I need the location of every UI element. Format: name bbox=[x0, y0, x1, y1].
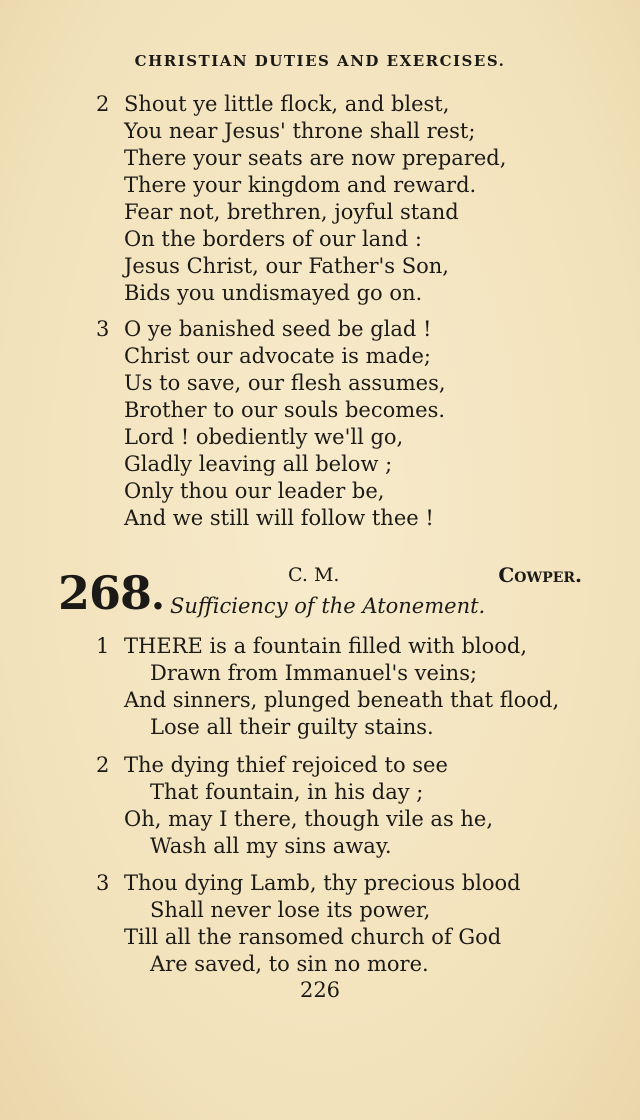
verse-line: Jesus Christ, our Father's Son, bbox=[124, 254, 449, 278]
hymn-meter: C. M. bbox=[288, 564, 340, 586]
stanza-number: 1 bbox=[96, 634, 110, 658]
verse-line: Drawn from Immanuel's veins; bbox=[150, 661, 478, 685]
verse-line: You near Jesus' throne shall rest; bbox=[124, 119, 476, 143]
verse-line: There your seats are now prepared, bbox=[124, 146, 507, 170]
verse-line: Wash all my sins away. bbox=[150, 834, 392, 858]
running-head: CHRISTIAN DUTIES AND EXERCISES. bbox=[134, 52, 506, 70]
hymn-number-value: 268 bbox=[58, 566, 152, 620]
verse-line: Christ our advocate is made; bbox=[124, 344, 431, 368]
verse-line: O ye banished seed be glad ! bbox=[124, 317, 432, 341]
hymn-number: 268. bbox=[58, 566, 164, 620]
verse-line: Brother to our souls becomes. bbox=[124, 398, 446, 422]
verse-line: And sinners, plunged beneath that flood, bbox=[124, 688, 560, 712]
verse-line: Lose all their guilty stains. bbox=[150, 715, 434, 739]
verse-line: There your kingdom and reward. bbox=[124, 173, 477, 197]
page-number: 226 bbox=[299, 978, 341, 1002]
hymn-title: Sufficiency of the Atonement. bbox=[170, 594, 486, 618]
verse-line: Gladly leaving all below ; bbox=[124, 452, 393, 476]
verse-line: THERE is a fountain filled with blood, bbox=[124, 634, 528, 658]
verse-line: Shall never lose its power, bbox=[150, 898, 431, 922]
verse-line: Fear not, brethren, joyful stand bbox=[124, 200, 459, 224]
hymn-author: Cowper. bbox=[498, 563, 582, 587]
stanza-number: 3 bbox=[96, 871, 110, 895]
verse-line: Oh, may I there, though vile as he, bbox=[124, 807, 494, 831]
verse-line: Lord ! obediently we'll go, bbox=[124, 425, 404, 449]
stanza-number: 2 bbox=[96, 92, 110, 116]
verse-line: Till all the ransomed church of God bbox=[124, 925, 502, 949]
verse-line: Us to save, our flesh assumes, bbox=[124, 371, 446, 395]
verse-line: That fountain, in his day ; bbox=[150, 780, 424, 804]
verse-line: The dying thief rejoiced to see bbox=[124, 753, 448, 777]
verse-line: On the borders of our land : bbox=[124, 227, 422, 251]
verse-line: Are saved, to sin no more. bbox=[150, 952, 429, 976]
stanza-number: 2 bbox=[96, 753, 110, 777]
verse-line: And we still will follow thee ! bbox=[124, 506, 434, 530]
verse-line: Only thou our leader be, bbox=[124, 479, 385, 503]
verse-line: Thou dying Lamb, thy precious blood bbox=[124, 871, 521, 895]
verse-line: Shout ye little flock, and blest, bbox=[124, 92, 450, 116]
stanza-number: 3 bbox=[96, 317, 110, 341]
verse-line: Bids you undismayed go on. bbox=[124, 281, 423, 305]
